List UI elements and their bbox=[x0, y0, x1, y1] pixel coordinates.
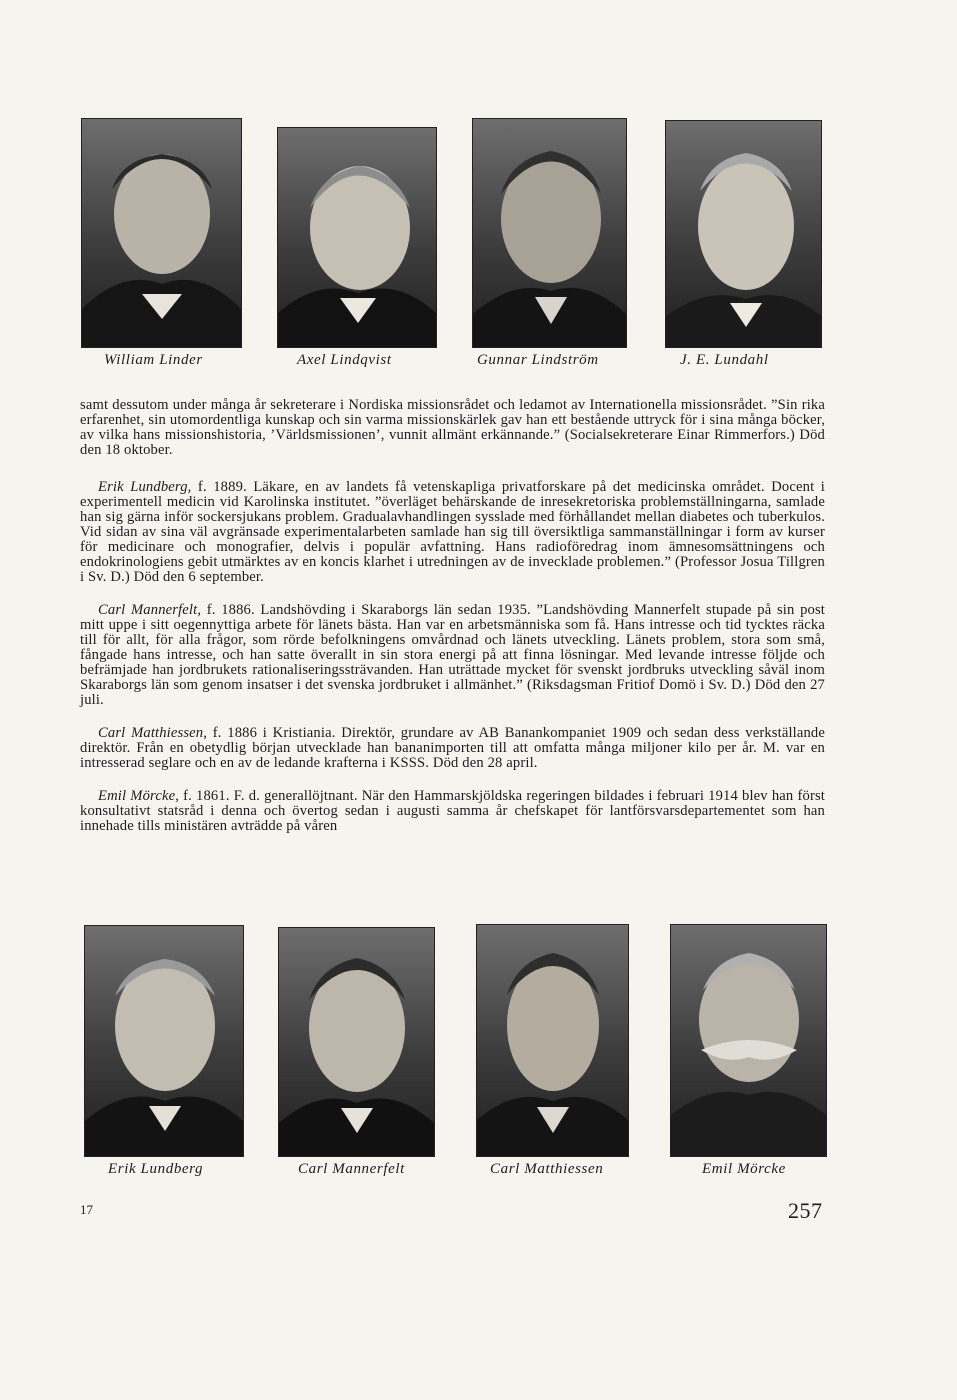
article-text bbox=[80, 398, 825, 834]
portrait-photo-erik-lundberg bbox=[84, 925, 244, 1157]
portrait-photo-gunnar-lindstrom bbox=[472, 118, 627, 348]
person-name: Erik Lundberg, bbox=[98, 479, 192, 495]
paragraph-text: f. 1886 i Kristiania. Direktör, grundare av AB Banankompaniet 1909 och sedan dess verkställande direktör. Från en obetydlig början utvecklade han bananimporten till att omfatta många miljoner kilo per år. M. var en intresserad seglare och en av de ledande krafterna i KSSS. Död den 28 april. bbox=[80, 725, 825, 771]
caption-gunnar-lindstrom: Gunnar Lindström bbox=[477, 352, 599, 368]
portrait-silhouette-icon bbox=[82, 119, 241, 347]
portrait-silhouette-icon bbox=[671, 925, 826, 1156]
portrait-photo-carl-matthiessen bbox=[476, 924, 629, 1157]
caption-william-linder: William Linder bbox=[104, 352, 203, 368]
caption-carl-matthiessen: Carl Matthiessen bbox=[490, 1161, 604, 1177]
paragraph-continued bbox=[80, 398, 825, 458]
person-name: Emil Mörcke, bbox=[98, 788, 179, 804]
portrait-photo-william-linder bbox=[81, 118, 242, 348]
top-portrait-row bbox=[0, 0, 957, 260]
paragraph-erik-lundberg bbox=[80, 480, 825, 585]
page-number: 257 bbox=[788, 1198, 823, 1223]
portrait-photo-emil-morcke bbox=[670, 924, 827, 1157]
paragraph-carl-mannerfelt bbox=[80, 603, 825, 708]
paragraph-text: f. 1889. Läkare, en av landets få vetenskapliga privatforskare på det medicinska området. Docent i experimentell medicin vid Karolinska institutet. ”överläget behärskande de inresekretoriska problemställningarna, samlade han sig gärna inför sockersjukans problem. Gradualavhandlingen sysslade med förhållandet mellan diabetes och tuberkulos. Vid sidan av sina väl avgränsade experimentalarbeten samlade han sig till översiktliga sammanställningar i form av kurser för medicinare och monografier, delvis i populär avfattning. Hans radioföredrag inom ämnesomsättningens och endokrinologiens gebit utmärktes av en koncis klarhet i utredningen av de invecklade problemen.” (Professor Josua Tillgren i Sv. D.) Död den 6 september. bbox=[80, 479, 825, 585]
signature-mark: 17 bbox=[80, 1202, 93, 1217]
portrait-silhouette-icon bbox=[477, 925, 628, 1156]
paragraph-text: samt dessutom under många år sekreterare i Nordiska missionsrådet och ledamot av Internationella missionsrådet. ”Sin rika erfarenhet, sin utomordentliga kunskap och sin varma missionskärlek gav han ett bestående uttryck för i sina många böcker, av vilka hans missionshistoria, ’Världsmissionen’, vunnit allmänt erkännande.” (Socialsekreterare Einar Rimmerfors.) Död den 18 oktober. bbox=[80, 397, 825, 458]
paragraph-gap bbox=[80, 771, 825, 789]
portrait-photo-je-lundahl bbox=[665, 120, 822, 348]
paragraph-gap bbox=[80, 708, 825, 726]
person-name: Carl Mannerfelt, bbox=[98, 602, 202, 618]
paragraph-carl-matthiessen bbox=[80, 726, 825, 771]
portrait-silhouette-icon bbox=[666, 121, 821, 347]
person-name: Carl Matthiessen, bbox=[98, 725, 208, 741]
caption-axel-lindqvist: Axel Lindqvist bbox=[297, 352, 392, 368]
caption-erik-lundberg: Erik Lundberg bbox=[108, 1161, 204, 1177]
portrait-silhouette-icon bbox=[85, 926, 243, 1156]
caption-je-lundahl: J. E. Lundahl bbox=[680, 352, 769, 368]
caption-carl-mannerfelt: Carl Mannerfelt bbox=[298, 1161, 405, 1177]
portrait-silhouette-icon bbox=[473, 119, 626, 347]
caption-emil-morcke: Emil Mörcke bbox=[702, 1161, 786, 1177]
paragraph-emil-morcke bbox=[80, 789, 825, 834]
portrait-photo-carl-mannerfelt bbox=[278, 927, 435, 1157]
paragraph-text: f. 1886. Landshövding i Skaraborgs län sedan 1935. ”Landshövding Mannerfelt stupade på sin post mitt uppe i sitt oegennyttiga arbete för länets bästa. Han var en arbetsmänniska som få. Hans intresse och tid tycktes räcka till för allt, för alla frågor, som rörde befolkningens omvårdnad och länets utveckling. Länets problem, stora som små, fångade hans intresse, och han satte överallt in sin stora energi på att finna lösningar. Med levande intresse följde och befrämjade han jordbrukets rationaliseringssträvanden. Han uträttade mycket för svenskt jordbruks utveckling såväl inom Skaraborgs län som genom insatser i det svenska jordbruket i allmänhet.” (Riksdagsman Fritiof Domö i Sv. D.) Död den 27 juli. bbox=[80, 602, 825, 708]
portrait-photo-axel-lindqvist bbox=[277, 127, 437, 348]
portrait-silhouette-icon bbox=[279, 928, 434, 1156]
paragraph-text: f. 1861. F. d. generallöjtnant. När den Hammarskjöldska regeringen bildades i februari 1914 blev han först konsultativt statsråd i denna och övertog sedan i augusti samma år chefskapet för lantförsvarsdepartementet som han innehade tills ministären avträdde på våren bbox=[80, 788, 825, 834]
paragraph-gap bbox=[80, 585, 825, 603]
paragraph-gap bbox=[80, 458, 825, 480]
portrait-silhouette-icon bbox=[278, 128, 436, 347]
